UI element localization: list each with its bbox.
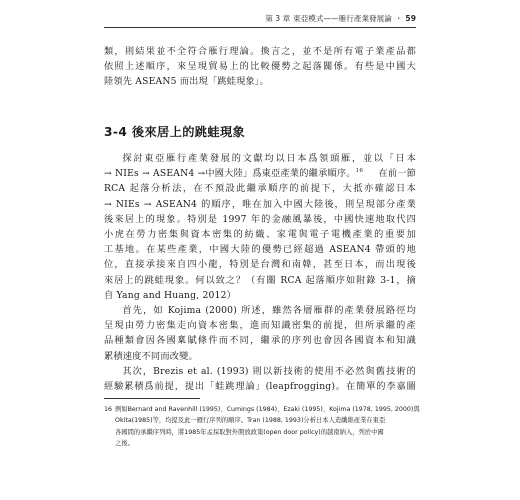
running-head-separator: ・: [394, 13, 403, 23]
text-line: 經驗累積爲前提，提出「蛙跳理論」(leapfrogging)。在簡單的李嘉圖: [104, 381, 416, 393]
footnote: [104, 404, 420, 450]
text-segment: → NIEs → ASEAN4 →中國大陸」爲東亞產業的繼承順序。: [104, 168, 356, 180]
text-line: 其次，Brezis et al. (1993) 則以新技術的使用不必然與舊技術的: [122, 366, 416, 377]
text-line: 小虎在勞力密集與資本密集的紡織、家電與電子電機產業的重要加: [104, 229, 416, 241]
text-segment: 在前一節: [378, 168, 416, 180]
text-line: 類，則結果並不全符合雁行理論。換言之，並不是所有電子業產品都: [104, 46, 416, 57]
footnote-line: 各國間的承繼序列時，將1985年孟採取對外開放政策(open door policy)的越南納入，列於中國: [115, 428, 384, 436]
text-line: 陸領先 ASEAN5 而出現「跳蛙現象」。: [104, 76, 270, 88]
text-line: 品種類會因各國稟賦條件而不同，繼承的序列也會因各國資本和知識: [104, 335, 416, 347]
running-head-chapter: 第 3 章: [265, 13, 291, 23]
paragraph: [104, 364, 416, 394]
text-line: 探討東亞雁行產業發展的文獻均以日本爲領頭雁，並以「日本: [122, 153, 416, 164]
text-line: 呈現由勞力密集走向資本密集，進而知識密集的前提，但所承繼的產: [104, 320, 416, 332]
text-line: 來居上的跳蛙現象。何以致之？（有關 RCA 起落順序如附錄 3-1，摘: [104, 274, 416, 286]
footnote-line: Okita(1985)等，均提及此一雁行序列的順序。Tran (1988, 1993)分析日本人造纖維產業在東亞: [115, 417, 386, 425]
paragraph: [104, 151, 416, 303]
footnote-text: 例如Bernard and Ravenhill (1995)、Cumings (1984)、Ezaki (1995)、Kojima (1978, 1995, 2000)與: [115, 406, 420, 413]
section-heading: 3-4 後來居上的跳蛙現象: [104, 125, 246, 139]
text-line: → NIEs → ASEAN4 的順序，唯在加入中國大陸後，則呈現部分產業: [104, 198, 416, 210]
text-line: 首先，如 Kojima (2000) 所述，雖然各層雁群的產業發展路徑均: [122, 305, 416, 316]
text-line: 後來居上的現象。特別是 1997 年的金融風暴後，中國快速地取代四: [104, 213, 416, 225]
header-rule: [104, 27, 416, 28]
text-line: [104, 166, 416, 181]
footnote-rule: [104, 398, 200, 399]
footnote-number: 16: [104, 406, 113, 413]
footnote-line: [104, 404, 420, 415]
text-line: RCA 起落分析法，在不預設此繼承順序的前提下，大抵亦確認日本: [104, 183, 416, 195]
text-line: 累積速度不同而改變。: [104, 350, 198, 362]
text-line: 依照上述順序，來呈現貿易上的比較優勢之起落關係。有些是中國大: [104, 61, 416, 73]
running-head: [104, 10, 416, 26]
text-line: 工基地。在某些產業，中國大陸的優勢已經超過 ASEAN4 帶頭的地: [104, 244, 416, 256]
footnote-line: 之後。: [115, 440, 134, 448]
running-head-section: 東亞模式——雁行產業發展論: [293, 13, 392, 23]
footnote-marker[interactable]: 16: [355, 168, 364, 175]
page-number: 59: [405, 13, 416, 23]
paragraph: [104, 303, 416, 364]
text-line: 自 Yang and Huang, 2012）: [104, 289, 237, 301]
text-line: 位，直接承接來自四小龍，特別是台灣和南韓，甚至日本，而出現後: [104, 259, 416, 271]
paragraph-continued: [104, 44, 416, 90]
